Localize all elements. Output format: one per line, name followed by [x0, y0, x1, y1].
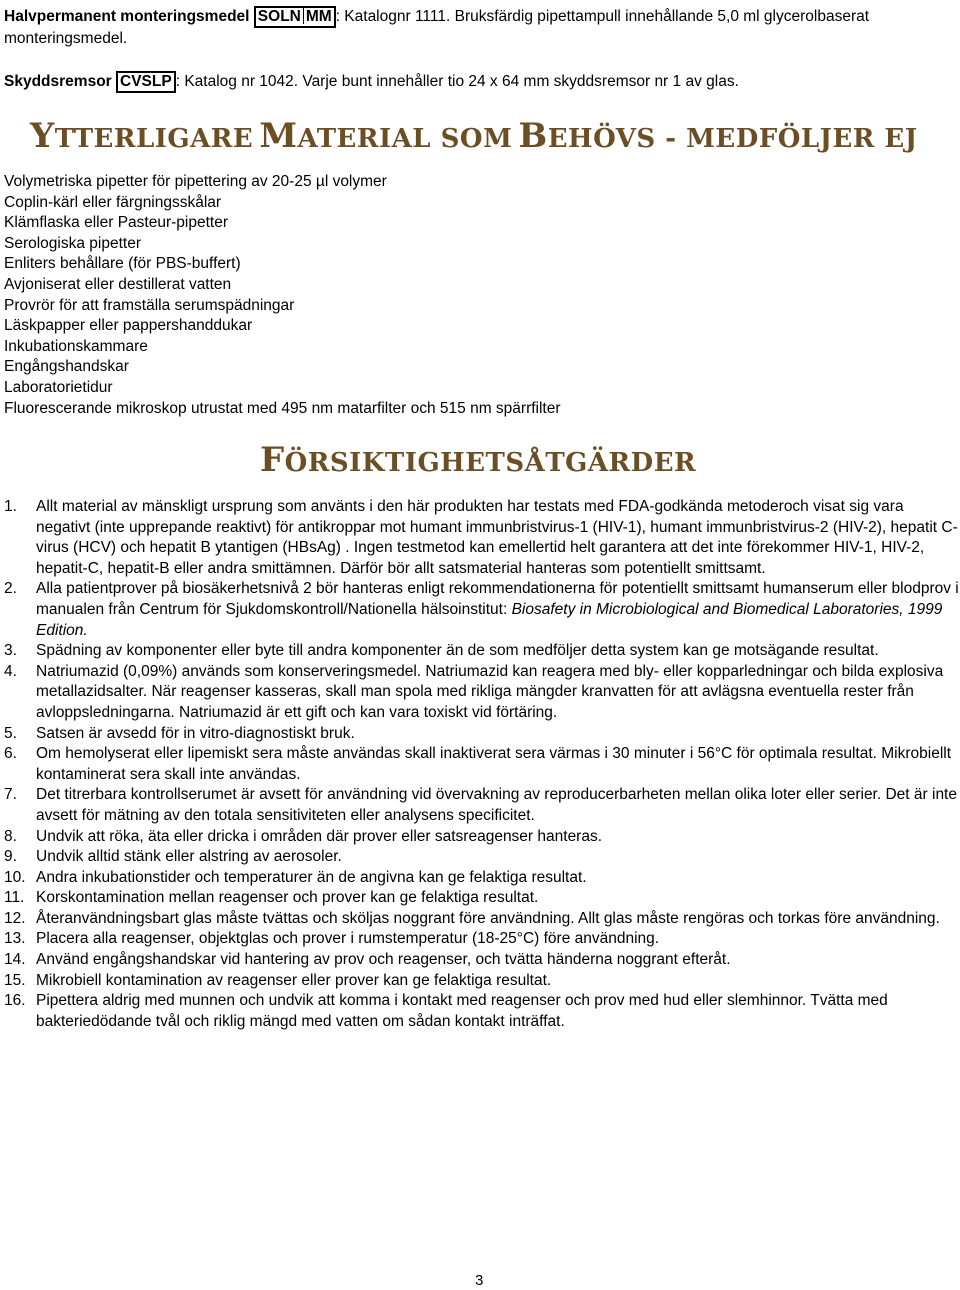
materials-list-item: Coplin-kärl eller färgningsskålar [4, 193, 222, 211]
precaution-item [0, 785, 960, 826]
materials-list-item: Provrör för att framställa serumspädningar [4, 296, 295, 314]
precaution-text: Placera alla reagenser, objektglas och prover i rumstemperatur (18-25°C) före användning. [36, 930, 660, 948]
precaution-text: Spädning av komponenter eller byte till andra komponenter än de som medföljer detta system kan ge motsägande resultat. [36, 642, 879, 660]
precaution-text: Om hemolyserat eller lipemiskt sera måste användas skall inaktiverat sera värmas i 30 minuter i 56°C för optimala resultat. Mikrobiellt kontaminerat sera skall inte användas. [36, 745, 952, 783]
precaution-number: 3. [4, 642, 17, 660]
catalog-code-b: MM [305, 8, 332, 25]
precaution-citation: Biosafety in Microbiological and Biomedical Laboratories, 1999 Edition. [36, 600, 943, 639]
precaution-item [0, 929, 960, 950]
mounting-medium-name: Halvpermanent monteringsmedel [4, 8, 250, 25]
precaution-item [0, 724, 960, 745]
materials-list-item: Volymetriska pipetter för pipettering av 20-25 µl volymer [4, 173, 387, 190]
materials-list-item: Engångshandskar [4, 358, 129, 376]
precaution-item [0, 868, 960, 889]
materials-list-item: Läskpapper eller pappershanddukar [4, 317, 253, 335]
precautions-list [0, 497, 960, 1032]
materials-list-item: Enliters behållare (för PBS-buffert) [4, 255, 241, 273]
materials-list-item: Inkubationskammare [4, 337, 148, 355]
materials-list-item: Avjoniserat eller destillerat vatten [4, 275, 232, 293]
precaution-number: 9. [4, 848, 17, 866]
precaution-number: 12. [4, 909, 26, 927]
precaution-item [0, 971, 960, 992]
precaution-text: Allt material av mänskligt ursprung som använts i den här produkten har testats med FDA-godkända metoderoch visat sig vara negativt (inte upprepande reaktivt) för antikroppar mot humant immunbristvirus-1 (HIV-1), humant immunbristvirus-2 (HIV-2), hepatit C-virus (HCV) och hepatit B ytantigen (HBsAg) . Ingen testmetod kan emellertid helt garantera att det inte förekommer HIV-1, HIV-2, hepatit-C, hepatit-B eller andra smittämnen. Därför bör allt satsmaterial hanteras som potentiellt smittsamt. [36, 498, 958, 577]
coverslips-name: Skyddsremsor [4, 73, 112, 90]
mounting-medium-paragraph [4, 6, 954, 49]
precaution-text: Alla patientprover på biosäkerhetsnivå 2 bör hanteras enligt rekommendationerna för potentiellt smittsamt humanserum eller blodprov i manualen från Centrum för Sjukdomskontroll/Nationella hälsoinstitut: [36, 580, 959, 618]
precaution-number: 7. [4, 786, 17, 804]
code-separator [303, 8, 304, 24]
precaution-number: 1. [4, 498, 17, 515]
precaution-text: Pipettera aldrig med munnen och undvik att komma i kontakt med reagenser och prov med hud eller slemhinnor. Tvätta med bakteriedödande tvål och riklig mängd med vatten om sådan kontakt inträffat. [36, 992, 888, 1030]
precaution-number: 5. [4, 724, 17, 742]
precaution-item [0, 827, 960, 848]
precaution-item [0, 497, 960, 579]
catalog-code-box [254, 6, 336, 28]
precaution-number: 10. [4, 868, 26, 886]
precaution-text: Undvik att röka, äta eller dricka i områden där prover eller satsreagenser hanteras. [36, 827, 603, 845]
precaution-text: Undvik alltid stänk eller alstring av aerosoler. [36, 848, 342, 866]
precaution-item [0, 991, 960, 1032]
precaution-item [0, 641, 960, 662]
materials-heading: YTTERLIGARE MATERIAL SOM BEHÖVS - MEDFÖLJER EJ [30, 116, 918, 156]
precaution-item [0, 579, 960, 641]
precaution-number: 4. [4, 662, 17, 680]
precaution-text: Återanvändningsbart glas måste tvättas och sköljas noggrant före användning. Allt glas måste rengöras och torkas före användning. [36, 909, 940, 927]
intro-section [4, 6, 954, 115]
precaution-item [0, 909, 960, 930]
precaution-number: 16. [4, 992, 26, 1010]
materials-list-item: Fluorescerande mikroskop utrustat med 495 nm matarfilter och 515 nm spärrfilter [4, 399, 561, 417]
coverslips-text: : Katalog nr 1042. Varje bunt innehåller tio 24 x 64 mm skyddsremsor nr 1 av glas. [175, 73, 739, 90]
materials-list-item: Serologiska pipetter [4, 234, 141, 252]
precaution-item [0, 744, 960, 785]
precaution-text: Använd engångshandskar vid hantering av prov och reagenser, och tvätta händerna noggrant efteråt. [36, 951, 731, 969]
mounting-medium-text: : Katalognr 1111. Bruksfärdig pipettampull innehållande 5,0 ml glycerolbaserat monteringsmedel. [4, 8, 870, 47]
precaution-text: Satsen är avsedd för in vitro-diagnostiskt bruk. [36, 724, 355, 742]
precaution-text: Mikrobiell kontamination av reagenser eller prover kan ge felaktiga resultat. [36, 971, 552, 989]
precaution-item [0, 662, 960, 724]
precaution-number: 11. [4, 889, 25, 907]
precautions-heading: FÖRSIKTIGHETSÅTGÄRDER [260, 440, 697, 480]
precaution-item [0, 950, 960, 971]
precaution-text: Det titrerbara kontrollserumet är avsett för användning vid övervakning av reproducerbarheten mellan olika loter eller serier. Det är inte avsett för mätning av den totala sensitiviteten eller analysens specificitet. [36, 786, 957, 824]
precaution-text: Andra inkubationstider och temperaturer än de angivna kan ge felaktiga resultat. [36, 868, 587, 886]
materials-list-item: Klämflaska eller Pasteur-pipetter [4, 214, 228, 232]
precaution-text: Natriumazid (0,09%) används som konserveringsmedel. Natriumazid kan reagera med bly- eller kopparledningar och bilda explosiva metallazidsalter. När reagenser kasseras, skall man spola med rikliga mängder kranvatten för att avlägsna eventuella rester från avloppsledningarna. Natriumazid är ett gift och kan vara toxiskt vid förtäring. [36, 662, 944, 721]
precaution-number: 6. [4, 745, 17, 763]
catalog-code-a: SOLN [257, 8, 301, 25]
precaution-number: 14. [4, 951, 26, 969]
coverslips-paragraph [4, 71, 954, 93]
precaution-item [0, 888, 960, 909]
coverslip-code-box [116, 71, 176, 93]
materials-list [4, 172, 561, 419]
precaution-item [0, 847, 960, 868]
page-number: 3 [475, 1272, 484, 1289]
precaution-number: 13. [4, 930, 26, 948]
precaution-number: 2. [4, 580, 17, 598]
precaution-text: Korskontamination mellan reagenser och prover kan ge felaktiga resultat. [36, 889, 539, 907]
precaution-number: 15. [4, 971, 26, 989]
materials-list-item: Laboratorietidur [4, 378, 113, 396]
coverslip-code: CVSLP [120, 73, 172, 90]
precaution-number: 8. [4, 827, 17, 845]
